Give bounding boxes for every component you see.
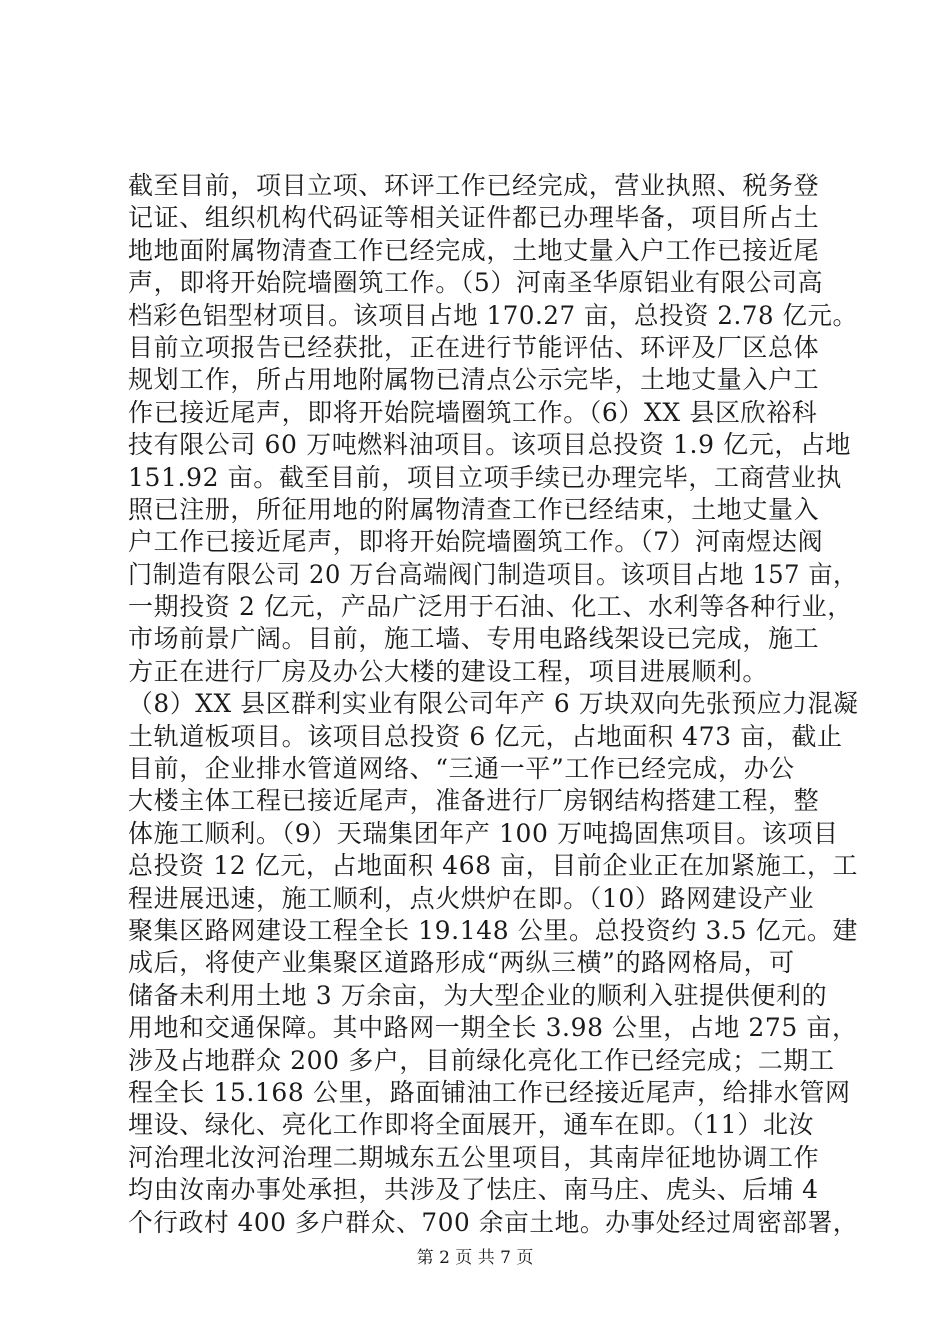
text-line: 市场前景广阔。目前，施工墙、专用电路线架设已完成，施工	[128, 624, 820, 654]
text-line: 埋设、绿化、亮化工作即将全面展开，通车在即。（11）北汝	[128, 1110, 815, 1140]
text-line: 技有限公司 60 万吨燃料油项目。该项目总投资 1.9 亿元，占地	[128, 430, 852, 460]
text-line: 用地和交通保障。其中路网一期全长 3.98 公里，占地 275 亩，	[128, 1013, 858, 1043]
text-line: 记证、组织机构代码证等相关证件都已办理毕备，项目所占土	[128, 203, 820, 233]
text-line: 档彩色铝型材项目。该项目占地 170.27 亩，总投资 2.78 亿元。	[128, 300, 858, 330]
text-line: 涉及占地群众 200 多户，目前绿化亮化工作已经完成；二期工	[128, 1045, 835, 1075]
text-line: 程进展迅速，施工顺利，点火烘炉在即。（10）路网建设产业	[128, 883, 815, 913]
text-line: 照已注册，所征用地的附属物清查工作已经结束，土地丈量入	[128, 494, 820, 524]
body-text	[128, 170, 858, 1239]
text-line: 截至目前，项目立项、环评工作已经完成，营业执照、税务登	[128, 171, 820, 200]
text-line: 目前立项报告已经获批，正在进行节能评估、环评及厂区总体	[128, 332, 820, 362]
text-line: 户工作已接近尾声，即将开始院墙圈筑工作。（7）河南煜达阀	[128, 527, 824, 557]
text-line: 作已接近尾声，即将开始院墙圈筑工作。（6）XX 县区欣裕科	[128, 397, 818, 427]
text-line: 程全长 15.168 公里，路面铺油工作已经接近尾声，给排水管网	[128, 1077, 851, 1107]
text-line: 规划工作，所占用地附属物已清点公示完毕，土地丈量入户工	[128, 365, 820, 395]
text-line: 方正在进行厂房及办公大楼的建设工程，项目进展顺利。	[128, 656, 769, 686]
text-line: 聚集区路网建设工程全长 19.148 公里。总投资约 3.5 亿元。建	[128, 915, 859, 945]
text-line: 151.92 亩。截至目前，项目立项手续已办理完毕，工商营业执	[128, 462, 843, 492]
text-line: 体施工顺利。（9）天瑞集团年产 100 万吨捣固焦项目。该项目	[128, 818, 839, 848]
text-line: 声，即将开始院墙圈筑工作。（5）河南圣华原铝业有限公司高	[128, 268, 824, 298]
text-line: 成后，将使产业集聚区道路形成“两纵三横”的路网格局，可	[128, 948, 795, 978]
text-line: 土轨道板项目。该项目总投资 6 亿元，占地面积 473 亩，截止	[128, 721, 843, 751]
text-line: 总投资 12 亿元，占地面积 468 亩，目前企业正在加紧施工，工	[128, 851, 859, 881]
text-line: 门制造有限公司 20 万台高端阀门制造项目。该项目占地 157 亩，	[128, 559, 858, 589]
text-line: 目前，企业排水管道网络、“三通一平”工作已经完成，办公	[128, 754, 795, 784]
text-line: 地地面附属物清查工作已经完成，土地丈量入户工作已接近尾	[128, 235, 820, 265]
text-line: 河治理北汝河治理二期城东五公里项目，其南岸征地协调工作	[128, 1142, 820, 1172]
text-line: （8）XX 县区群利实业有限公司年产 6 万块双向先张预应力混凝	[128, 689, 859, 719]
text-line: 一期投资 2 亿元，产品广泛用于石油、化工、水利等各种行业，	[128, 592, 853, 622]
text-line: 大楼主体工程已接近尾声，准备进行厂房钢结构搭建工程，整	[128, 786, 820, 816]
text-line: 储备未利用土地 3 万余亩，为大型企业的顺利入驻提供便利的	[128, 980, 828, 1010]
text-line: 均由汝南办事处承担，共涉及了怯庄、南马庄、虎头、后埔 4	[128, 1175, 819, 1205]
page-footer: 第 2 页 共 7 页	[416, 1248, 534, 1268]
text-line: 个行政村 400 多户群众、700 余亩土地。办事处经过周密部署，	[128, 1207, 859, 1237]
